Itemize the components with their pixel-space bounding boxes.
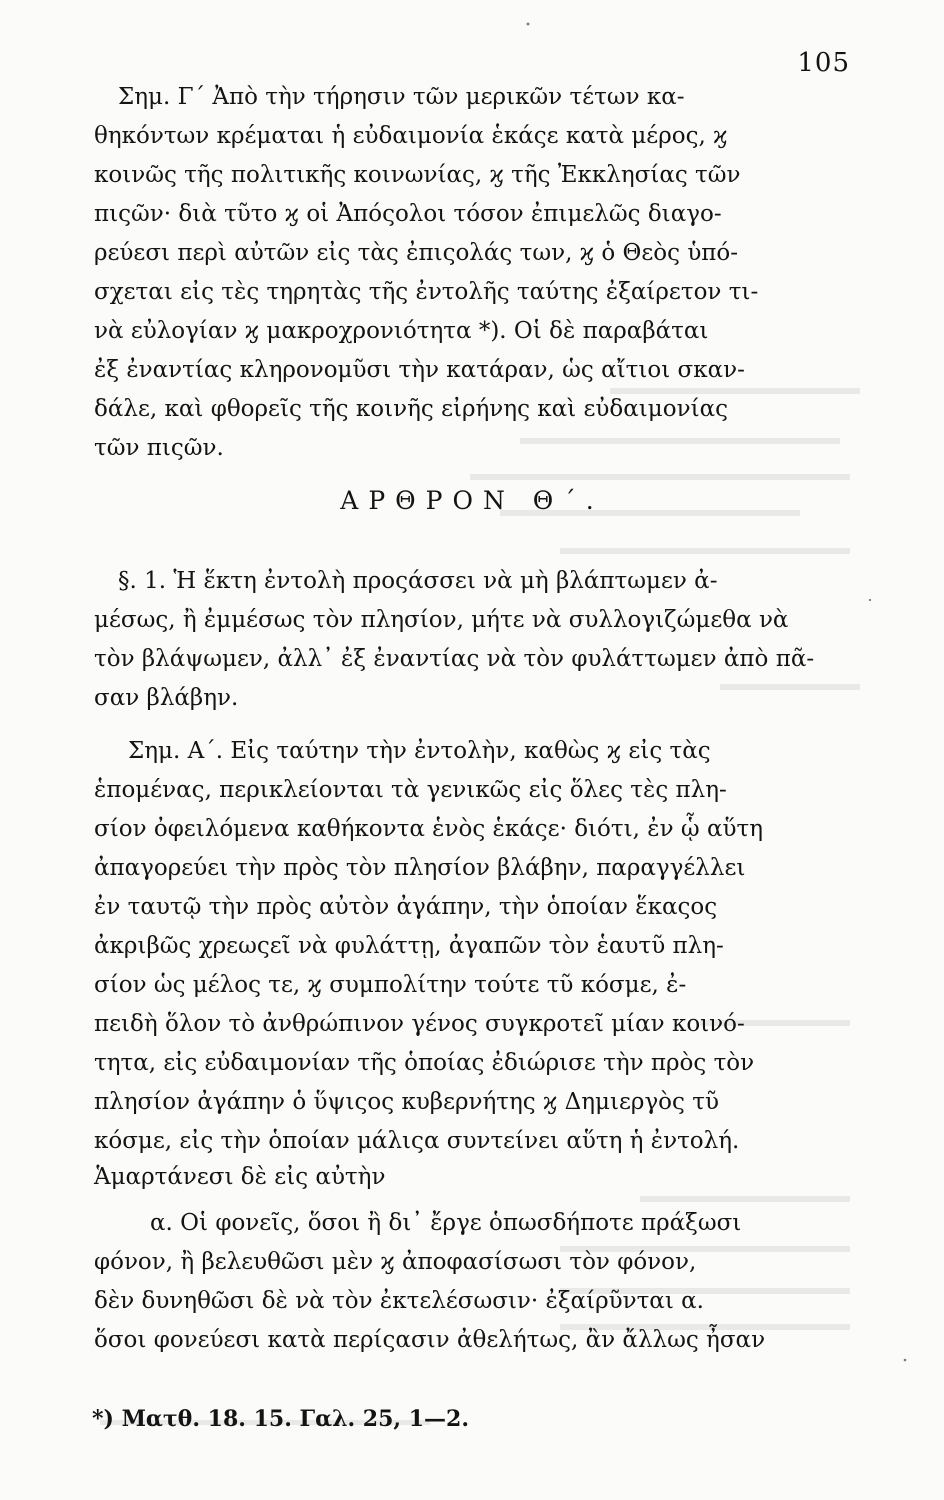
text-line: ἀκριβῶς χρεωςεῖ νὰ φυλάττῃ, ἀγαπῶν τὸν ἑαυτῦ πλη- — [94, 933, 724, 959]
text-line: ἐν ταυτῷ τὴν πρὸς αὐτὸν ἀγάπην, τὴν ὁποίαν ἕκαςος — [94, 894, 718, 920]
text-line: κόσμε, εἰς τὴν ὁποίαν μάλιςα συντείνει αὕτη ἡ ἐντολή. — [94, 1128, 740, 1154]
article-heading: ΑΡΘΡΟΝ Θ΄. — [340, 486, 604, 515]
text-line: Ἁμαρτάνεσι δὲ εἰς αὐτὴν — [94, 1164, 386, 1190]
text-line: ἑπομένας, περικλείονται τὰ γενικῶς εἰς ὅλες τὲς πλη- — [94, 777, 727, 803]
text-line: Σημ. Α΄. Εἰς ταύτην τὴν ἐντολὴν, καθὼς ϗ εἰς τὰς — [128, 738, 711, 764]
text-line: α. Οἱ φονεῖς, ὅσοι ἢ δι᾽ ἔργε ὁπωσδήποτε πράξωσι — [150, 1210, 742, 1236]
page-number: 105 — [797, 48, 850, 78]
text-line: σχεται εἰς τὲς τηρητὰς τῆς ἐντολῆς ταύτης ἐξαίρετον τι- — [94, 279, 759, 305]
text-line: δάλε, καὶ φθορεῖς τῆς κοινῆς εἰρήνης καὶ εὐδαιμονίας — [94, 396, 728, 422]
text-line: τῶν πιςῶν. — [94, 435, 224, 461]
text-line: ὅσοι φονεύεσι κατὰ περίςασιν ἀθελήτως, ἂν ἄλλως ἦσαν — [94, 1327, 766, 1353]
text-line: μέσως, ἢ ἐμμέσως τὸν πλησίον, μήτε νὰ συλλογιζώμεθα νὰ — [94, 607, 789, 633]
text-line: θηκόντων κρέμαται ἡ εὐδαιμονία ἑκάςε κατὰ μέρος, ϗ — [94, 123, 728, 149]
text-line: ἀπαγορεύει τὴν πρὸς τὸν πλησίον βλάβην, παραγγέλλει — [94, 855, 746, 881]
text-line: φόνον, ἢ βελευθῶσι μὲν ϗ ἀποφασίσωσι τὸν φόνον, — [94, 1249, 697, 1275]
text-line: τὸν βλάψωμεν, ἀλλ᾽ ἐξ ἐναντίας νὰ τὸν φυλάττωμεν ἀπὸ πᾶ- — [94, 646, 815, 672]
text-line: §. 1. Ἡ ἕκτη ἐντολὴ προςάσσει νὰ μὴ βλάπτωμεν ἀ- — [118, 568, 718, 594]
text-line: σαν βλάβην. — [94, 685, 239, 711]
text-line: ἐξ ἐναντίας κληρονομῦσι τὴν κατάραν, ὡς αἴτιοι σκαν- — [94, 357, 745, 383]
text-line: δὲν δυνηθῶσι δὲ νὰ τὸν ἐκτελέσωσιν· ἐξαίρῦνται α. — [94, 1288, 704, 1314]
text-line: ρεύεσι περὶ αὐτῶν εἰς τὰς ἐπιςολάς των, ϗ ὁ Θεὸς ὑπό- — [94, 240, 739, 266]
text-line: κοινῶς τῆς πολιτικῆς κοινωνίας, ϗ τῆς Ἐκκλησίας τῶν — [94, 162, 741, 188]
text-line: τητα, εἰς εὐδαιμονίαν τῆς ὁποίας ἐδιώρισε τὴν πρὸς τὸν — [94, 1050, 755, 1076]
text-line: σίον ὀφειλόμενα καθήκοντα ἑνὸς ἑκάςε· διότι, ἐν ᾧ αὕτη — [94, 816, 763, 842]
footnote: *) Ματθ. 18. 15. Γαλ. 25, 1—2. — [92, 1406, 470, 1432]
text-line: πλησίον ἀγάπην ὁ ὕψιςος κυβερνήτης ϗ Δημιεργὸς τῦ — [94, 1089, 719, 1115]
text-line: πιςῶν· διὰ τῦτο ϗ οἱ Ἀπόςολοι τόσον ἐπιμελῶς διαγο- — [94, 201, 722, 227]
text-line: σίον ὡς μέλος τε, ϗ συμπολίτην τούτε τῦ κόσμε, ἐ- — [94, 972, 687, 998]
text-line: πειδὴ ὅλον τὸ ἀνθρώπινον γένος συγκροτεῖ μίαν κοινό- — [94, 1011, 745, 1037]
text-line: Σημ. Γ΄ Ἀπὸ τὴν τήρησιν τῶν μερικῶν τέτων κα- — [118, 84, 685, 110]
text-line: νὰ εὐλογίαν ϗ μακροχρονιότητα *). Οἱ δὲ παραβάται — [94, 318, 709, 344]
